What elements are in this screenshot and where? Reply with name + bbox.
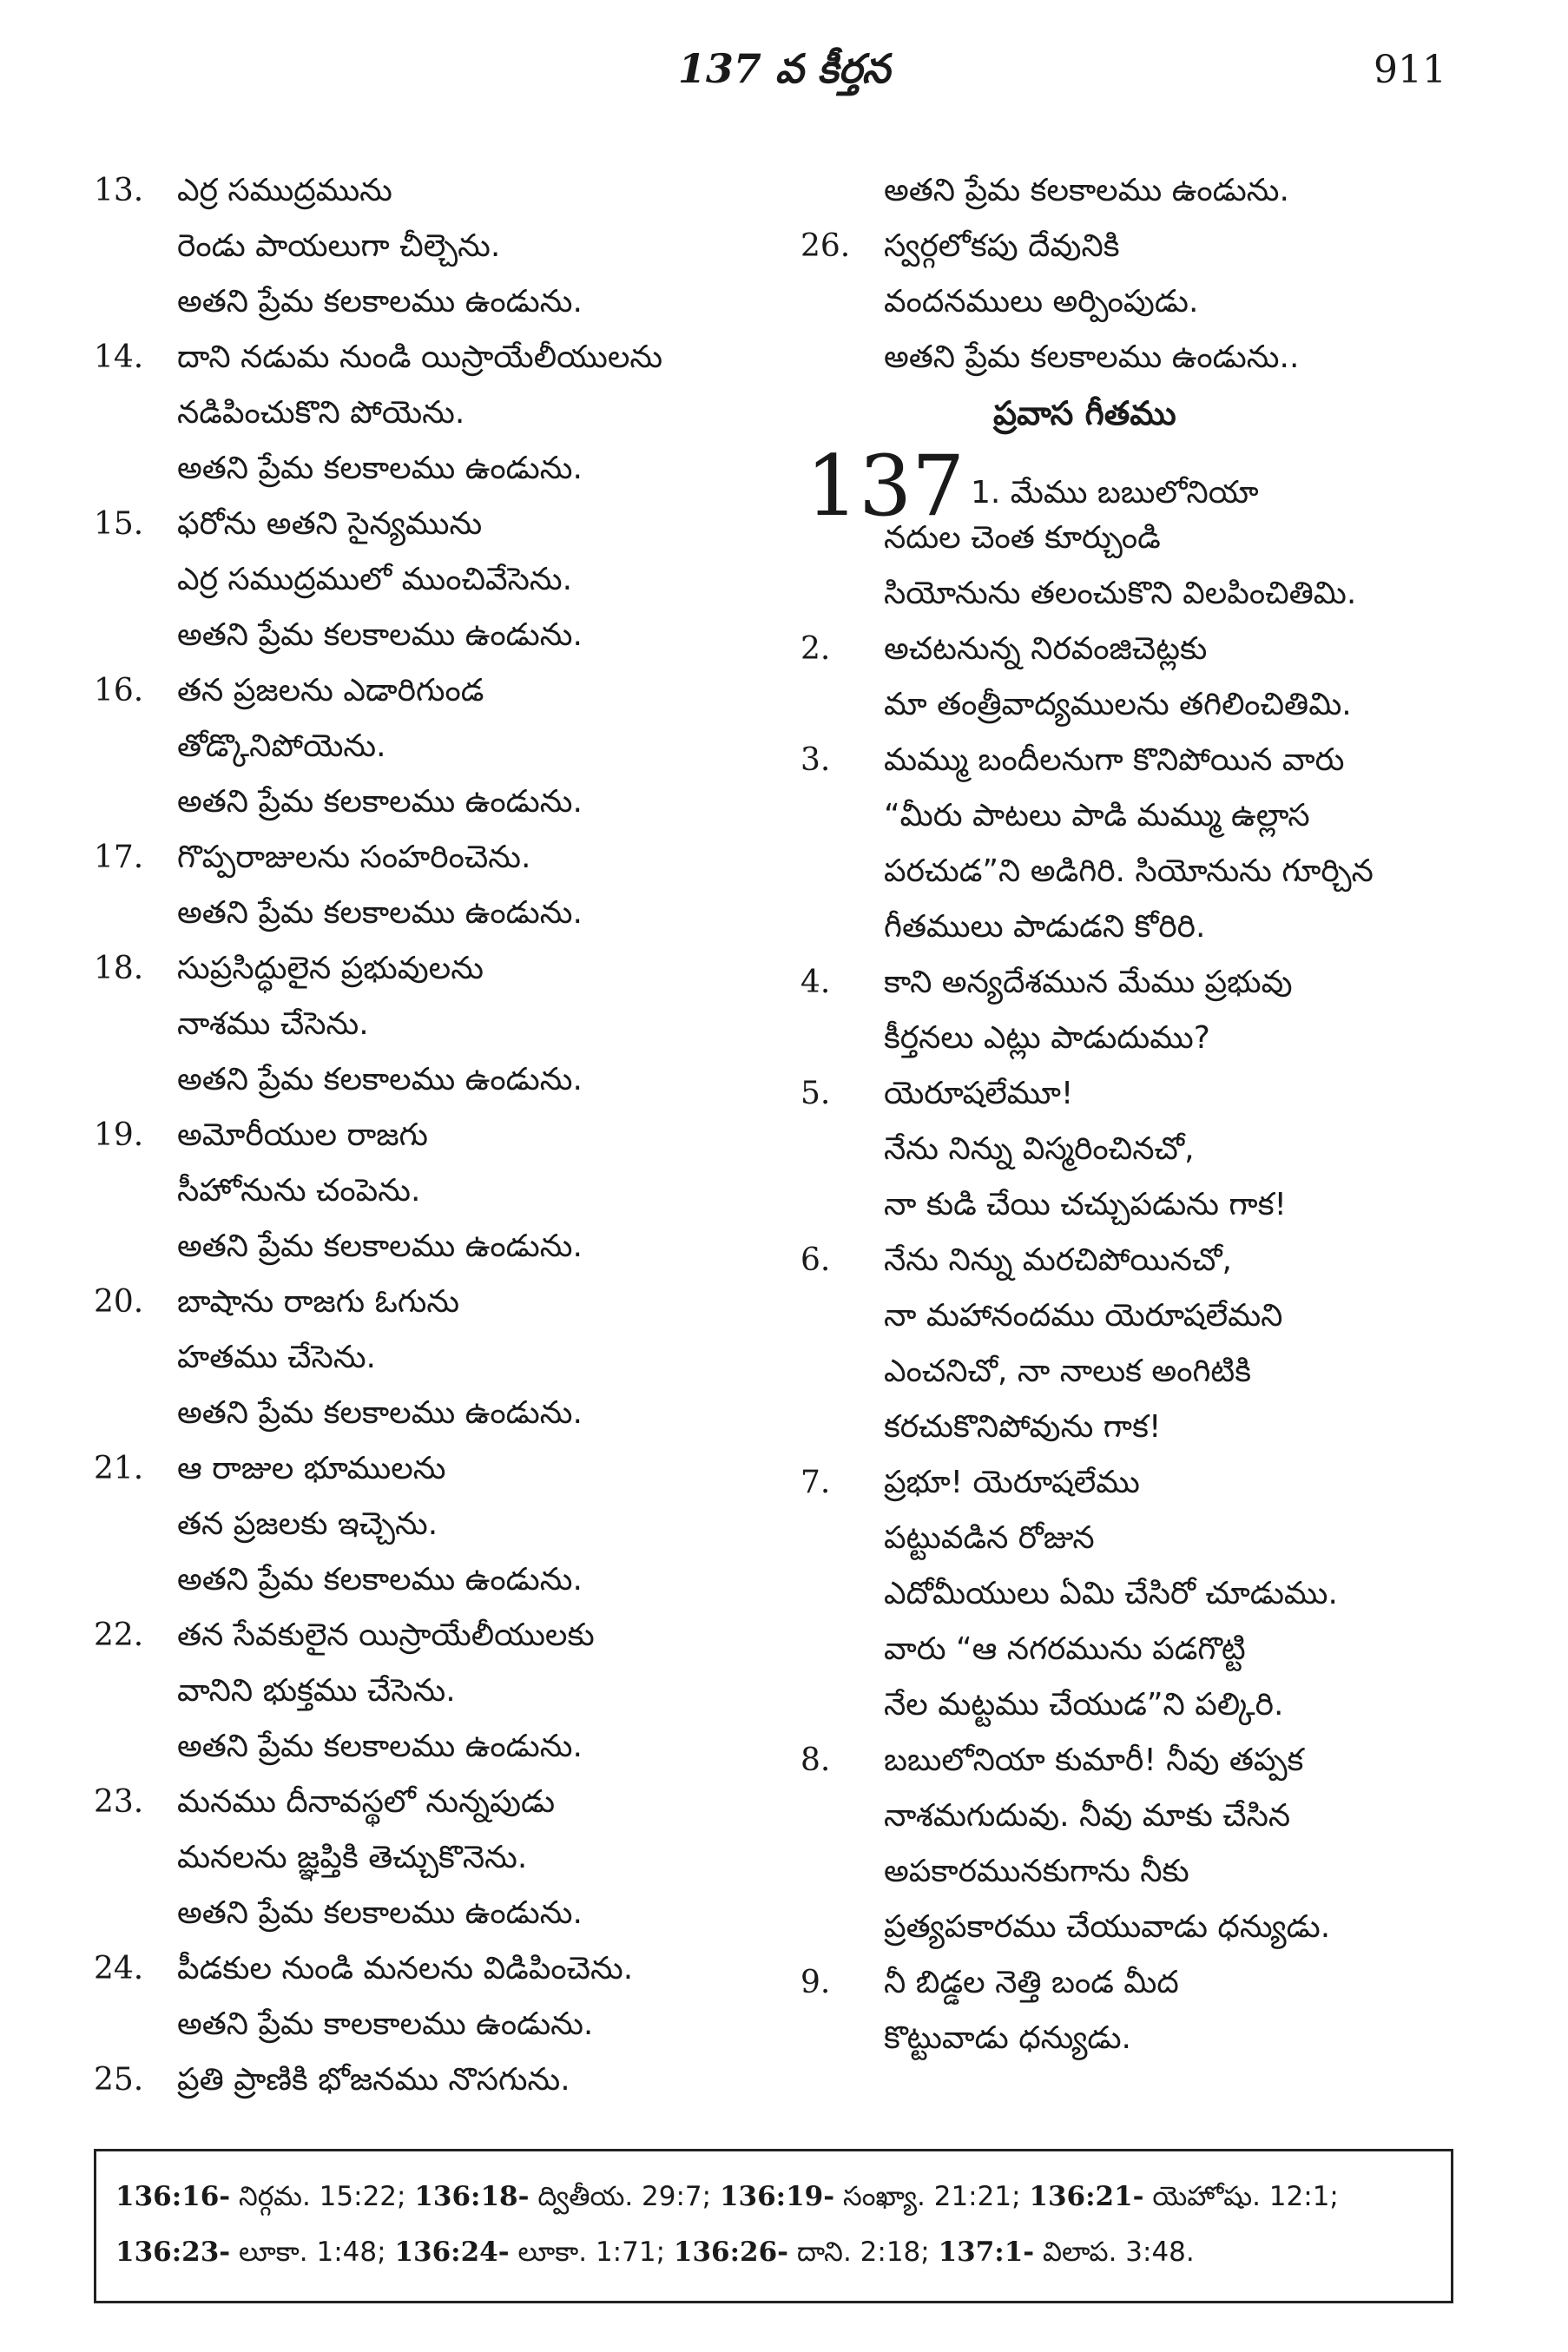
verse-text: నాశము చేసెను. — [177, 1006, 369, 1042]
verse-line — [800, 1455, 1495, 1511]
verse-line — [94, 1941, 788, 1997]
verse-line — [800, 1344, 1495, 1400]
verse-number: 2. — [800, 631, 831, 667]
footnote-text: నిర్గమ. 15:22; — [230, 2181, 415, 2212]
verse-number: 17. — [94, 840, 144, 875]
footnote-text: లూకా. 1:71; — [509, 2237, 674, 2268]
verse-text: అతని ప్రేమ కలకాలము ఉండును. — [177, 1729, 583, 1764]
footnote-text: సంఖ్యా. 21:21; — [834, 2181, 1030, 2212]
verse-text: ఫరోను అతని సైన్యమును — [177, 506, 483, 542]
footnote-text: ద్వితీయ. 29:7; — [529, 2181, 720, 2212]
verse-line — [94, 1108, 788, 1163]
verse-number: 6. — [800, 1242, 831, 1278]
verse-line — [800, 1622, 1495, 1677]
verse-line — [800, 1955, 1495, 2011]
page-title: 137 వ కీర్తన — [677, 45, 891, 92]
verse-line — [800, 1844, 1495, 1900]
verse-text: అతని ప్రేమ కలకాలము ఉండును. — [177, 895, 583, 931]
footnote-reference: 137:1- — [938, 2237, 1035, 2268]
verse-line — [800, 1789, 1495, 1844]
verse-line — [94, 2052, 788, 2108]
verse-text: కాని అన్యదేశమున మేము ప్రభువు — [884, 965, 1293, 1000]
verse-number: 8. — [800, 1743, 831, 1778]
verse-text: “మీరు పాటలు పాడి మమ్ము ఉల్లాస — [884, 798, 1310, 833]
verse-text: తోడ్కొనిపోయెను. — [177, 728, 386, 764]
verse-number: 18. — [94, 951, 144, 986]
verse-text: అతని ప్రేమ కలకాలము ఉండును. — [177, 1229, 583, 1264]
verse-line — [800, 788, 1495, 844]
verse-line — [94, 441, 788, 497]
verse-number: 9. — [800, 1965, 831, 2000]
verse-line — [800, 899, 1495, 955]
verse-text: ప్రతి ప్రాణికి భోజనము నొసగును. — [177, 2062, 570, 2098]
footnote-reference: 136:16- — [115, 2181, 231, 2212]
footnote-reference: 136:19- — [719, 2181, 835, 2212]
verse-text: అతని ప్రేమ కలకాలము ఉండును. — [884, 173, 1289, 208]
verse-text: అతని ప్రేమ కలకాలము ఉండును. — [177, 1395, 583, 1431]
verse-text: గీతములు పాడుడని కోరిరి. — [884, 909, 1206, 945]
verse-line — [94, 1219, 788, 1275]
verse-line — [94, 1775, 788, 1830]
verse-line — [800, 1733, 1495, 1789]
cross-reference-footnote — [94, 2149, 1453, 2303]
verse-line — [800, 566, 1495, 622]
verse-line — [94, 1830, 788, 1886]
verse-line — [94, 1052, 788, 1108]
verse-line — [94, 1664, 788, 1719]
verse-text: అమోరీయుల రాజగు — [177, 1117, 429, 1153]
verse-text: సీహోనును చంపెను. — [177, 1173, 421, 1209]
verse-number: 3. — [800, 742, 831, 778]
verse-text: అతని ప్రేమ కలకాలము ఉండును. — [177, 1895, 583, 1931]
verse-number: 4. — [800, 965, 831, 1000]
verse-text: కరచుకొనిపోవును గాక! — [884, 1409, 1162, 1445]
verse-text: మనలను జ్ఞప్తికి తెచ్చుకొనెను. — [177, 1840, 528, 1875]
verse-text: మనము దీనావస్థలో నున్నపుడు — [177, 1784, 556, 1820]
verse-line — [94, 1608, 788, 1664]
verse-text: హతము చేసెను. — [177, 1340, 376, 1375]
verse-number: 14. — [94, 339, 144, 375]
footnote-reference: 136:26- — [673, 2237, 789, 2268]
verse-line — [800, 733, 1495, 788]
verse-line — [800, 219, 1495, 274]
verse-text: అతని ప్రేమ కలకాలము ఉండును. — [177, 784, 583, 820]
verse-text: పరచుడ”ని అడిగిరి. సియోనును గూర్చిన — [884, 853, 1374, 889]
verse-line — [800, 274, 1495, 330]
footnote-text: యెహోషు. 12:1; — [1143, 2181, 1339, 2212]
psalm-heading: ప్రవాస గీతము — [993, 394, 1176, 432]
verse-text: దాని నడుమ నుండి యిస్రాయేలీయులను — [177, 339, 663, 375]
verse-line — [800, 1900, 1495, 1955]
verse-text: అతని ప్రేమ కలకాలము ఉండును. — [177, 451, 583, 486]
verse-line — [94, 830, 788, 886]
verse-line — [94, 1330, 788, 1386]
verse-text: ఎదోమీయులు ఏమి చేసిరో చూడుము. — [884, 1576, 1338, 1611]
verse-line — [94, 886, 788, 941]
verse-line — [800, 2011, 1495, 2066]
verse-text: ఎంచనిచో, నా నాలుక అంగిటికి — [884, 1354, 1252, 1389]
verse-line — [800, 1288, 1495, 1344]
verse-line — [94, 997, 788, 1052]
verse-line — [800, 622, 1495, 677]
verse-number: 13. — [94, 173, 144, 208]
verse-text: అపకారమునకుగాను నీకు — [884, 1854, 1189, 1889]
verse-line — [800, 844, 1495, 899]
verse-line — [94, 1163, 788, 1219]
verse-line — [800, 330, 1495, 385]
verse-text: అతని ప్రేమ కలకాలము ఉండును. — [177, 1062, 583, 1097]
verse-number: 22. — [94, 1617, 144, 1653]
chapter-start — [800, 438, 1495, 535]
verse-line — [94, 1552, 788, 1608]
verse-line — [94, 330, 788, 385]
verse-line — [800, 1122, 1495, 1177]
verse-line — [94, 608, 788, 663]
verse-text: అతని ప్రేమ కాలకాలము ఉండును. — [177, 2006, 594, 2042]
verse-text: వందనములు అర్పింపుడు. — [884, 284, 1199, 320]
verse-text: నీ బిడ్డల నెత్తి బండ మీద — [884, 1965, 1179, 2000]
verse-line — [800, 1511, 1495, 1566]
verse-line — [94, 719, 788, 774]
verse-text: ఎర్ర సముద్రములో ముంచివేసెను. — [177, 562, 573, 597]
verse-line — [800, 1011, 1495, 1066]
verse-line — [94, 385, 788, 441]
verse-line — [800, 1400, 1495, 1455]
verse-text: వానిని భుక్తము చేసెను. — [177, 1673, 456, 1709]
verse-line — [94, 274, 788, 330]
verse-text: కీర్తనలు ఎట్లు పాడుదుము? — [884, 1020, 1210, 1056]
verse-line — [94, 219, 788, 274]
verse-line — [94, 1386, 788, 1441]
verse-text: పీడకుల నుండి మనలను విడిపించెను. — [177, 1951, 634, 1986]
verse-text: ఎర్ర సముద్రమును — [177, 173, 392, 208]
verse-number: 24. — [94, 1951, 144, 1986]
verse-number: 20. — [94, 1284, 144, 1320]
verse-line — [800, 677, 1495, 733]
footnote-text: దాని. 2:18; — [788, 2237, 939, 2268]
verse-number: 15. — [94, 506, 144, 542]
verse-text: నేను నిన్ను మరచిపోయినచో, — [884, 1242, 1232, 1278]
verse-text: అతని ప్రేమ కలకాలము ఉండును.. — [884, 339, 1300, 375]
verse-line — [800, 163, 1495, 219]
verse-text: మమ్ము బందీలనుగా కొనిపోయిన వారు — [884, 742, 1345, 778]
verse-number: 5. — [800, 1076, 831, 1111]
verse-text: ఆ రాజుల భూములను — [177, 1451, 446, 1486]
verse-text: అతని ప్రేమ కలకాలము ఉండును. — [177, 1562, 583, 1598]
verse-text: అతని ప్రేమ కలకాలము ఉండును. — [177, 284, 583, 320]
footnote-reference: 136:18- — [414, 2181, 530, 2212]
verse-text: ప్రత్యపకారము చేయువాడు ధన్యుడు. — [884, 1909, 1331, 1945]
verse-line — [94, 1497, 788, 1552]
verse-text: తన ప్రజలకు ఇచ్చెను. — [177, 1506, 438, 1542]
verse-line — [94, 1275, 788, 1330]
footnote-text: విలాప. 3:48. — [1034, 2237, 1195, 2268]
verse-text: నా కుడి చేయి చచ్చుపడును గాక! — [884, 1187, 1287, 1222]
verse-number: 25. — [94, 2062, 144, 2098]
verse-text: నా మహానందము యెరూషలేమని — [884, 1298, 1283, 1334]
verse-number: 16. — [94, 673, 144, 708]
page-number: 911 — [1374, 48, 1446, 92]
verse-text: తన ప్రజలను ఎడారిగుండ — [177, 673, 484, 708]
verse-text: తన సేవకులైన యిస్రాయేలీయులకు — [177, 1617, 595, 1653]
verse-text: నడిపించుకొని పోయెను. — [177, 395, 465, 431]
verse-line — [94, 552, 788, 608]
verse-text: నదుల చెంత కూర్చుండి — [884, 520, 1161, 556]
verse-text: సుప్రసిద్ధులైన ప్రభువులను — [177, 951, 484, 986]
verse-line — [800, 1066, 1495, 1122]
verse-text: ప్రభూ! యెరూషలేము — [884, 1465, 1140, 1500]
verse-text: బాషాను రాజగు ఓగును — [177, 1284, 460, 1320]
verse-number: 7. — [800, 1465, 831, 1500]
verse-text: యెరూషలేమూ! — [884, 1076, 1074, 1111]
right-column — [800, 163, 1495, 2066]
verse-text: వారు “ఆ నగరమును పడగొట్టి — [884, 1631, 1246, 1667]
verse-text: బబులోనియా కుమారీ! నీవు తప్పక — [884, 1743, 1304, 1778]
verse-text: కొట్టువాడు ధన్యుడు. — [884, 2020, 1131, 2056]
verse-text: పట్టువడిన రోజున — [884, 1520, 1095, 1556]
verse-line — [94, 1441, 788, 1497]
footnote-text: లూకా. 1:48; — [230, 2237, 395, 2268]
verse-text: నాశమగుదువు. నీవు మాకు చేసిన — [884, 1798, 1291, 1834]
verse-number: 23. — [94, 1784, 144, 1820]
verse-text: మా తంత్రీవాద్యములను తగిలించితిమి. — [884, 687, 1352, 722]
verse-text: గొప్పరాజులను సంహరించెను. — [177, 840, 531, 875]
verse-text: రెండు పాయలుగా చీల్చెను. — [177, 228, 501, 264]
verse-text: స్వర్గలోకపు దేవునికి — [884, 228, 1120, 264]
footnote-reference: 136:21- — [1029, 2181, 1144, 2212]
verse-text: నేను నిన్ను విస్మరించినచో, — [884, 1131, 1195, 1167]
verse-line — [800, 1566, 1495, 1622]
verse-text: నేల మట్టము చేయుడ”ని పల్కిరి. — [884, 1687, 1284, 1723]
verse-line — [800, 1177, 1495, 1233]
verse-line — [94, 1886, 788, 1941]
verse-line — [94, 163, 788, 219]
chapter-number: 137 — [806, 438, 965, 535]
verse-text: అతని ప్రేమ కలకాలము ఉండును. — [177, 617, 583, 653]
verse-line — [94, 497, 788, 552]
verse-text: 1. మేము బబులోనియా — [971, 475, 1259, 511]
verse-text: సియోనును తలంచుకొని విలపించితిమి. — [884, 576, 1357, 611]
verse-line — [800, 511, 1495, 566]
verse-line — [94, 1997, 788, 2052]
verse-line — [94, 774, 788, 830]
verse-line — [800, 955, 1495, 1011]
footnote-reference: 136:23- — [115, 2237, 231, 2268]
verse-line — [94, 1719, 788, 1775]
verse-line — [800, 1677, 1495, 1733]
verse-number: 21. — [94, 1451, 144, 1486]
verse-line — [94, 941, 788, 997]
verse-line — [94, 663, 788, 719]
verse-text: అచటనున్న నిరవంజిచెట్లకు — [884, 631, 1208, 667]
verse-line — [800, 1233, 1495, 1288]
footnote-reference: 136:24- — [394, 2237, 510, 2268]
left-column — [94, 163, 788, 2108]
verse-number: 26. — [800, 228, 851, 264]
verse-number: 19. — [94, 1117, 144, 1153]
